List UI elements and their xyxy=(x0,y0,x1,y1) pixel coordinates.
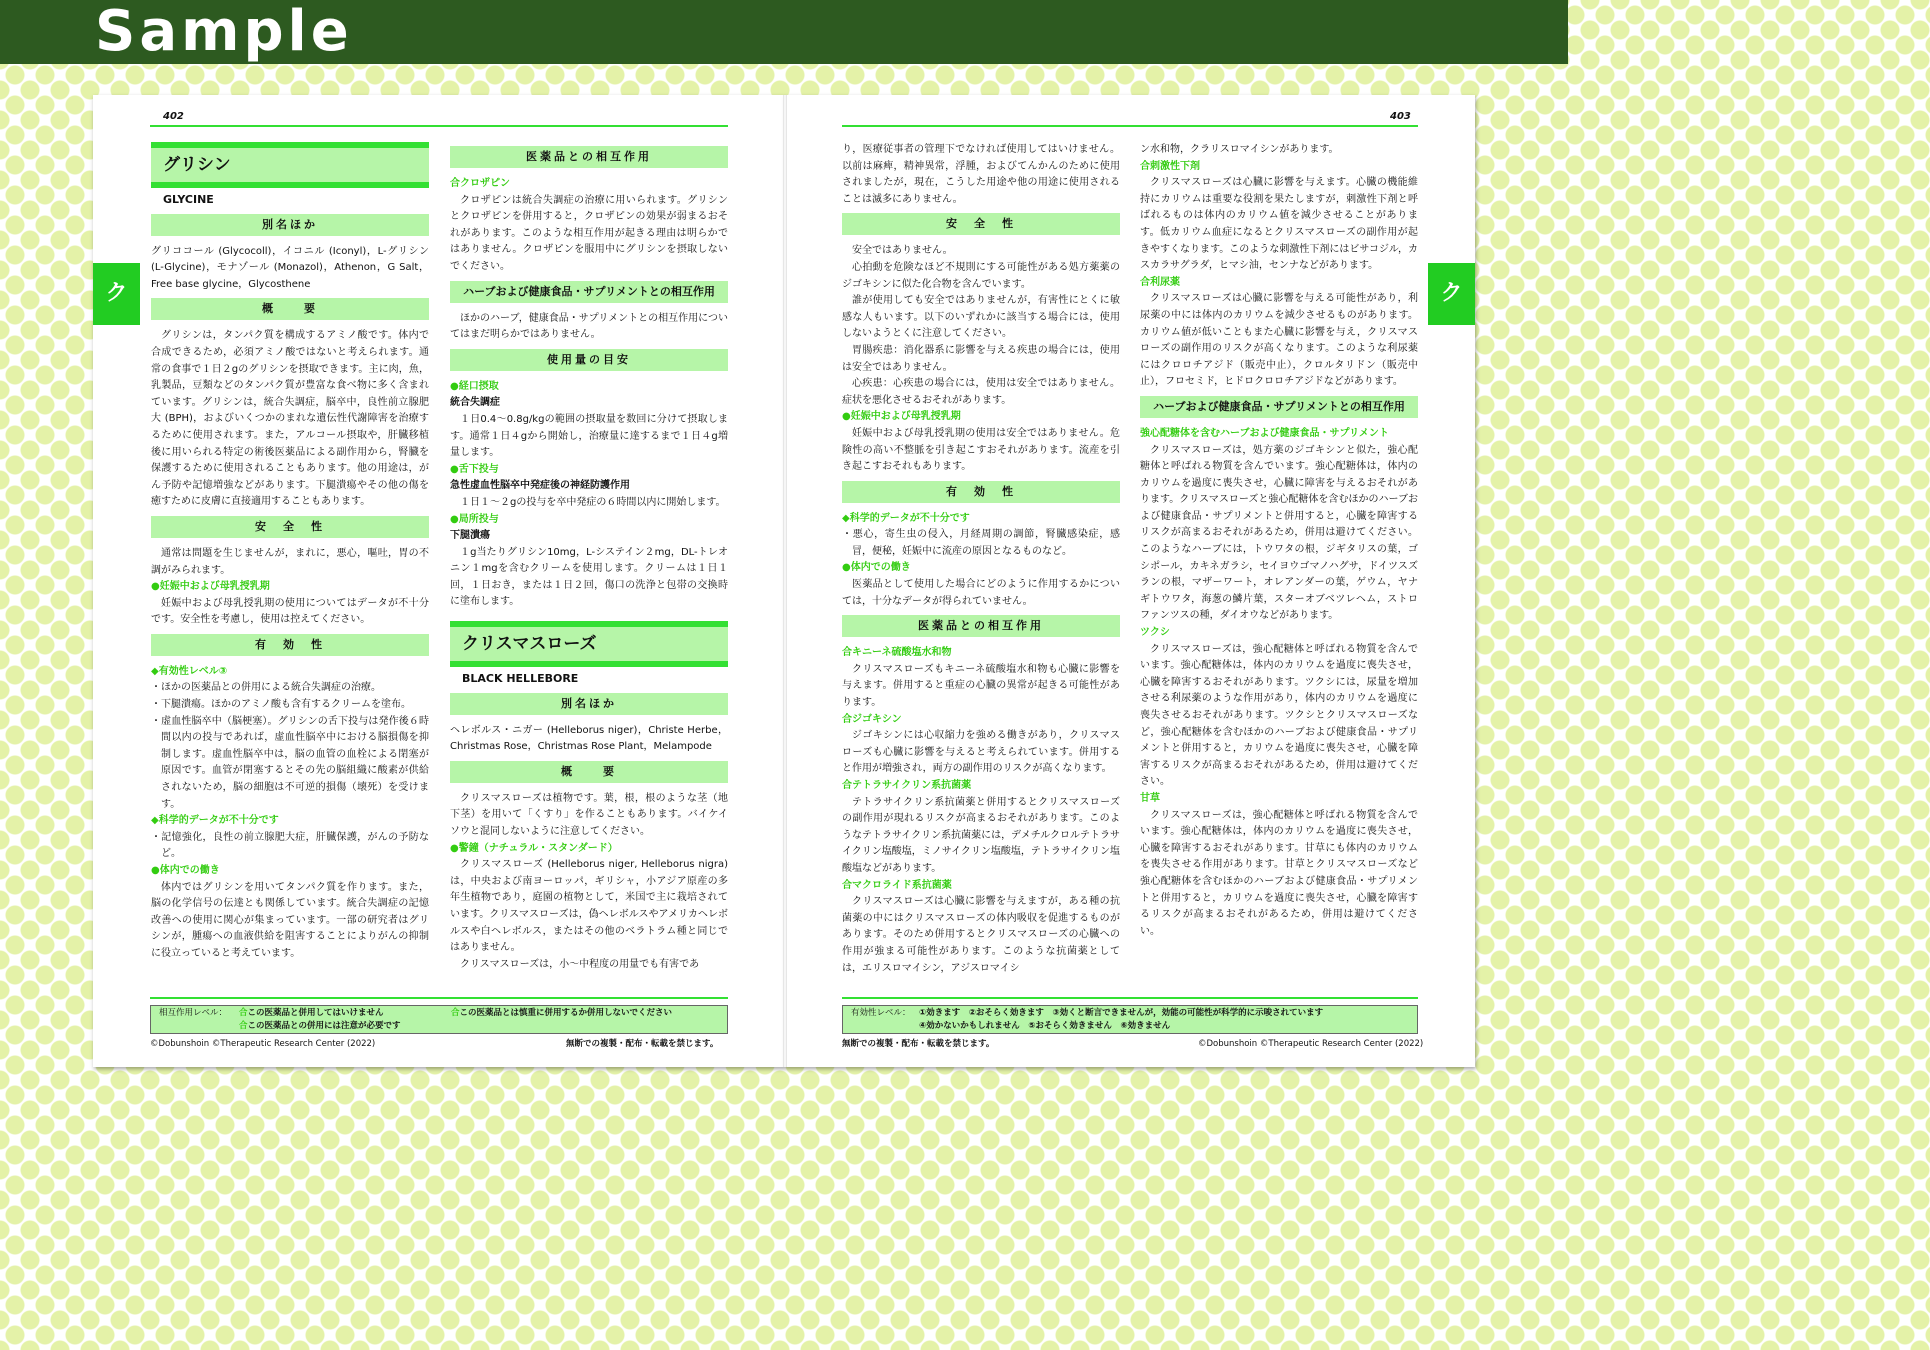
body-paragraph: 心拍動を危険なほど不規則にする可能性がある処方薬薬のジゴキシンに似た化合物を含んでいます。 xyxy=(842,261,1120,290)
body-paragraph: グリシンは，タンパク質を構成するアミノ酸です。体内で合成できるため，必須アミノ酸ではないと考えられます。通常の食事で１日２gのグリシンを摂取できます。主に肉，魚，乳製品，豆類などのタンパク質が豊富な食べ物に多く含まれています。グリシンは，統合失調症，脳卒中，良性前立腺肥大 (BPH)，およびいくつかのまれな遺伝性代謝障害を治療するために使用されます。また，アルコール摂取や，肝臓移植後に用いられる特定の術後医薬品による副作用から，腎臓を保護するために使用されることもあります。他の用途は，がん予防や記憶増強などがあります。下腿潰瘍やその他の傷を癒すために皮膚に直接適用することもあります。 xyxy=(151,330,429,508)
top-rule-right xyxy=(842,125,1418,127)
body-paragraph: クリスマスローズは心臓に影響を与えます。心臓の機能維持にカリウムは重要な役割を果たしますが，刺激性下剤と呼ばれるものは体内のカリウム値を減少させることがあります。低カリウム血症になるとクリスマスローズの副作用が起きやすくなります。このような刺激性下剤にはビサコジル，カスカラサグラダ，ヒマシ油，センナなどがあります。 xyxy=(1140,177,1418,272)
reproduction-notice-left: 無断での複製・配布・転載を禁じます。 xyxy=(566,1039,719,1049)
section-heading: 概 要 xyxy=(450,761,728,783)
body-paragraph: 心疾患：心疾患の場合には，使用は安全ではありません。症状を悪化させるおそれがあります。 xyxy=(842,378,1120,406)
subheading: ◆ 科学的データが不十分です xyxy=(842,511,1120,528)
body-paragraph: 誰が使用しても安全ではありませんが，有害性にとくに敏感な人もいます。以下のいずれかに該当する場合には，使用しないようとくに注意してください。 xyxy=(842,295,1120,340)
section-heading: 安 全 性 xyxy=(151,516,429,538)
condition-label: 急性虚血性脳卒中発症後の神経防護作用 xyxy=(450,480,630,492)
section-heading: 安 全 性 xyxy=(842,213,1120,235)
body-paragraph: 体内ではグリシンを用いてタンパク質を作ります。また，脳の化学信号の伝達とも関係しています。統合失調症の記憶改善への使用に関心が集まっています。一部の研究者はグリシンが，腫瘍への血液供給を阻害することによりがんの抑制に役立っていると考えています。 xyxy=(151,881,429,959)
subheading: 合 ジゴキシン xyxy=(842,712,1120,729)
condition-label: 下腿潰瘍 xyxy=(450,530,490,542)
subheading: ● 妊娠中および母乳授乳期 xyxy=(842,409,1120,426)
index-tab-right[interactable]: ク xyxy=(1428,263,1475,325)
section-heading: 別名ほか xyxy=(450,693,728,715)
subheading: ● 局所投与 xyxy=(450,512,728,529)
list-item: ・悪心，寄生虫の侵入，月経周期の調節，腎臓感染症，感冒，便秘，妊娠中に流産の原因となるものなど。 xyxy=(842,529,1120,557)
body-paragraph: テトラサイクリン系抗菌薬と併用するとクリスマスローズの副作用が現れるリスクが高まるおそれがあります。このようなテトラサイクリン系抗菌薬には，デメチルクロルテトラサイクリン塩酸塩，ミノサイクリン塩酸塩，テトラサイクリン塩酸塩などがあります。 xyxy=(842,796,1120,874)
section-heading: 有 効 性 xyxy=(151,634,429,656)
efficacy-level-legend xyxy=(842,1005,1418,1034)
section-heading: ハーブおよび健康食品・サプリメントとの相互作用 xyxy=(450,281,728,303)
body-paragraph: １g当たりグリシン10mg，L-システイン２mg，DL-トレオニン１mgを含むクリームを使用します。クリームは１日１回，１日おき，または１日２回，傷口の洗浄と包帯の交換時に塗布します。 xyxy=(450,546,728,608)
subheading: ● 妊娠中および母乳授乳期 xyxy=(151,579,429,596)
body-paragraph: １日１～２gの投与を卒中発症の６時間以内に開始します。 xyxy=(460,496,726,508)
subheading: 合 マクロライド系抗菌薬 xyxy=(842,878,1120,895)
body-paragraph: 医薬品として使用した場合にどのように作用するかについては，十分なデータが得られていません。 xyxy=(842,579,1120,607)
list-item: ・ほかの医薬品との併用による統合失調症の治療。 xyxy=(151,682,381,694)
sample-label: Sample xyxy=(95,0,353,64)
entry-english-name: BLACK HELLEBORE xyxy=(462,672,579,686)
body-paragraph: 妊娠中および母乳授乳期の使用についてはデータが不十分です。安全性を考慮し，使用は控えてください。 xyxy=(151,597,429,626)
section-heading: 医薬品との相互作用 xyxy=(842,615,1120,637)
list-item: ・下腿潰瘍。ほかのアミノ酸も含有するクリームを塗布。 xyxy=(151,699,411,711)
reproduction-notice-right: 無断での複製・配布・転載を禁じます。 xyxy=(842,1039,995,1049)
legend-item: 合 この医薬品との併用には注意が必要です xyxy=(239,1020,401,1033)
subheading: ツクシ xyxy=(1140,627,1170,639)
body-paragraph: 胃腸疾患：消化器系に影響を与える疾患の場合には，使用は安全ではありません。 xyxy=(842,344,1120,373)
column-hellebore-interactions xyxy=(1140,142,1418,992)
legend-line: ①効きます ②おそらく効きます ③効くと断言できませんが，効能の可能性が科学的に示唆されています xyxy=(919,1008,1324,1018)
bottom-rule-left xyxy=(150,997,728,999)
interaction-level-legend xyxy=(150,1005,728,1034)
legend-label: 相互作用レベル： xyxy=(159,1008,228,1018)
subheading: ● 体内での働き xyxy=(151,863,429,880)
legend-mark xyxy=(451,1008,460,1018)
subheading: 強心配糖体を含むハーブおよび健康食品・サプリメント xyxy=(1140,427,1389,439)
column-interactions-hellebore xyxy=(450,142,728,992)
subheading: ◆ 有効性レベル③ xyxy=(151,664,429,681)
body-paragraph: り，医療従事者の管理下でなければ使用してはいけません。以前は麻痺，精神異常，浮腫，およびてんかんのために使用されましたが，現在，こうした用途や他の用途に使用されることは滅多にありません。 xyxy=(842,144,1120,205)
section-heading: 有 効 性 xyxy=(842,481,1120,503)
body-paragraph: 安全ではありません。 xyxy=(852,245,953,257)
bottom-rule-right xyxy=(842,997,1418,999)
body-paragraph: 妊娠中および母乳授乳期の使用は安全ではありません。危険性の高い不整脈を引き起こすおそれがあります。流産を引き起こすおそれもあります。 xyxy=(842,427,1120,473)
list-item: ・記憶強化，良性の前立腺肥大症，肝臓保護，がんの予防など。 xyxy=(151,831,429,860)
entry-title: クリスマスローズ xyxy=(450,621,728,667)
body-paragraph: クリスマスローズもキニーネ硫酸塩水和物も心臓に影響を与えます。併用すると重症の心臓の異常が起きる可能性があります。 xyxy=(842,663,1120,709)
page-number-right: 403 xyxy=(1390,111,1411,122)
subheading: 合 キニーネ硫酸塩水和物 xyxy=(842,645,1120,662)
legend-line: ④効かないかもしれません ⑤おそらく効きません ⑥効きません xyxy=(919,1021,1171,1031)
body-paragraph: クリスマスローズは植物です。葉，根，根のような茎（地下茎）を用いて「くすり」を作ることもあります。バイケイソウと混同しないように注意してください。 xyxy=(450,792,728,838)
legend-mark xyxy=(239,1008,248,1018)
alias-text: ヘレボルス・ニガー (Helleborus niger)，Christe Herbe，Christmas Rose，Christmas Rose Plant，Melampode xyxy=(450,724,728,753)
body-paragraph: クリスマスローズは，強心配糖体と呼ばれる物質を含んでいます。強心配糖体は，体内のカリウムを過度に喪失させ，心臓を障害するおそれがあります。甘草にも体内のカリウムを喪失させる作用があります。甘草とクリスマスローズなど強心配糖体を含むほかのハーブおよび健康食品・サプリメントと併用すると，カリウムを過度に喪失させ，心臓を障害するリスクが高まるおそれがあるため，併用は避けてください。 xyxy=(1140,809,1418,937)
body-paragraph: クリスマスローズは，処方薬のジゴキシンと似た，強心配糖体と呼ばれる物質を含んでいます。強心配糖体は，体内のカリウムを過度に喪失させ，心臓に障害を与えるおそれがあります。クリスマスローズと強心配糖体を含むほかのハーブおよび健康食品・サプリメントと併用すると，心臓を障害するリスクが高まるおそれがあるため，併用は避けてください。このようなハーブには，トウワタの根，ジギタリスの葉，ゴシポール，カキネガラシ，セイヨウゴマノハグサ，ドイツスズランの根，マザーワート，オレアンダーの葉，ゲウム，ヤナギトウワタ，海葱の鱗片葉，スターオブベツレヘム，ストロファンツスの種，ダイオウなどがあります。 xyxy=(1140,444,1418,622)
body-paragraph: クリスマスローズは，強心配糖体と呼ばれる物質を含んでいます。強心配糖体は，体内のカリウムを過度に喪失させ，心臓を障害するおそれがあります。ツクシには，尿量を増加させる利尿薬のような作用があり，体内のカリウムを過度に喪失させるおそれがあります。ツクシとクリスマスローズなど，強心配糖体を含むほかのハーブおよび健康食品・サプリメントと併用すると，カリウムを過度に喪失させ，心臓を障害するリスクが高まるおそれがあるため，併用は避けてください。 xyxy=(1140,643,1418,788)
subheading: ◆ 科学的データが不十分です xyxy=(151,813,429,830)
section-heading: 別名ほか xyxy=(151,214,429,236)
body-paragraph: クロザピンは統合失調症の治療に用いられます。グリシンとクロザピンを併用すると，クロザピンの効果が弱まるおそれがあります。このような相互作用が起きる理由は明らかではありません。クロザピンを服用中にグリシンを摂取しないでください。 xyxy=(450,194,728,272)
legend-label: 有効性レベル： xyxy=(851,1008,911,1018)
section-heading: 概 要 xyxy=(151,298,429,320)
page-number-left: 402 xyxy=(163,111,184,122)
column-glycine xyxy=(151,142,429,992)
body-paragraph: クリスマスローズは心臓に影響を与える可能性があり，利尿薬の中には体内のカリウムを減少させるものがあります。カリウム値が低いこともまた心臓に影響を与え，クリスマスローズの副作用のリスクが高くなります。このような利尿薬にはクロロチアジド（販売中止），クロルタリドン（販売中止），フロセミド，ヒドロクロロチアジドなどがあります。 xyxy=(1140,293,1418,388)
subheading: 甘草 xyxy=(1140,792,1160,804)
section-heading: 使用量の目安 xyxy=(450,349,728,371)
copyright-right: ©Dobunshoin ©Therapeutic Research Center (2022) xyxy=(1198,1039,1424,1049)
legend-item: 合 この医薬品と併用してはいけません xyxy=(239,1007,384,1020)
section-heading: ハーブおよび健康食品・サプリメントとの相互作用 xyxy=(1140,396,1418,418)
legend-item: 合 この医薬品とは慎重に併用するか併用しないでください xyxy=(451,1007,672,1020)
copyright-left: ©Dobunshoin ©Therapeutic Research Center (2022) xyxy=(150,1039,376,1049)
subheading: 合 利尿薬 xyxy=(1140,275,1418,292)
subheading: ● 体内での働き xyxy=(842,560,1120,577)
legend-mark xyxy=(239,1021,248,1031)
entry-title: グリシン xyxy=(151,142,429,188)
index-tab-left[interactable]: ク xyxy=(93,263,140,325)
body-paragraph: 通常は問題を生じませんが，まれに，悪心，嘔吐，胃の不調がみられます。 xyxy=(151,547,429,576)
condition-label: 統合失調症 xyxy=(450,397,500,409)
body-paragraph: クリスマスローズ (Helleborus niger, Helleborus nigra) は，中央および南ヨーロッパ，ギリシャ，小アジア原産の多年生植物であり，庭園の植物として，米国で主に栽培されています。クリスマスローズは，偽ヘレボルスやアメリカヘレボルスや白ヘレボルス，またはその他のベラトラム種と同じではありません。 xyxy=(450,859,728,954)
list-item: ・虚血性脳卒中（脳梗塞）。グリシンの舌下投与は発作後６時間以内の投与であれば，虚血性脳卒中における脳損傷を抑制します。虚血性脳卒中は，脳の血管の血栓による閉塞が原因です。血管が閉塞するとその先の脳組織に酸素が供給されないため，脳の細胞は不可逆的損傷（壊死）を受けます。 xyxy=(151,715,429,810)
subheading: 合 刺激性下剤 xyxy=(1140,159,1418,176)
body-paragraph: ジゴキシンには心収縮力を強める働きがあり，クリスマスローズも心臓に影響を与えると考えられています。併用すると作用が増強され，両方の副作用のリスクが高くなります。 xyxy=(842,730,1120,775)
sample-banner xyxy=(0,0,1568,64)
subheading: ● 舌下投与 xyxy=(450,462,728,479)
body-paragraph: ン水和物，クラリスロマイシンがあります。 xyxy=(1140,144,1339,155)
entry-english-name: GLYCINE xyxy=(163,193,214,206)
body-paragraph: クリスマスローズは，小～中程度の用量でも有害であ xyxy=(460,958,700,970)
book-gutter xyxy=(783,95,787,1067)
section-heading: 医薬品との相互作用 xyxy=(450,146,728,168)
body-paragraph: クリスマスローズは心臓に影響を与えますが，ある種の抗菌薬の中にはクリスマスローズの体内吸収を促進するものがあります。そのため併用するとクリスマスローズの心臓への作用が強まる可能性があります。このような抗菌薬としては，エリスロマイシン，アジスロマイシ xyxy=(842,896,1120,974)
body-paragraph: １日0.4～0.8g/kgの範囲の摂取量を数回に分けて摂取します。通常１日４gから開始し，治療量に達するまで１日４g増量します。 xyxy=(450,413,728,459)
subheading: 合 テトラサイクリン系抗菌薬 xyxy=(842,778,1120,795)
body-paragraph: ほかのハーブ，健康食品・サプリメントとの相互作用についてはまだ明らかではありません。 xyxy=(450,312,728,341)
subheading: 合 クロザピン xyxy=(450,176,728,193)
top-rule-left xyxy=(150,125,728,127)
subheading: ● 警鐘（ナチュラル・スタンダード） xyxy=(450,841,728,858)
alias-text: グリココール (Glycocoll)，イコニル (Iconyl)，L-グリシン (L-Glycine)，モナゾール (Monazol)，Athenon，G Salt，Free base glycine，Glycosthene xyxy=(151,245,429,290)
subheading: ● 経口摂取 xyxy=(450,379,728,396)
column-hellebore-safety xyxy=(842,142,1120,992)
